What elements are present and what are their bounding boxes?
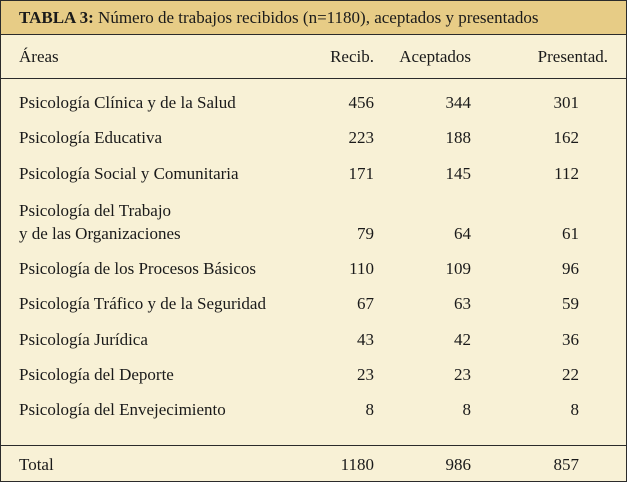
table-title-bar bbox=[1, 1, 626, 35]
row-presentad: 301 bbox=[553, 93, 579, 112]
row-aceptados: 188 bbox=[445, 128, 471, 147]
row-area: Psicología Social y Comunitaria bbox=[19, 164, 239, 183]
table-title bbox=[19, 8, 538, 28]
row-aceptados: 145 bbox=[445, 164, 471, 183]
row-area: Psicología del Deporte bbox=[19, 365, 174, 384]
row-aceptados: 109 bbox=[445, 259, 471, 278]
row-area: Psicología Jurídica bbox=[19, 330, 148, 349]
header-aceptados: Aceptados bbox=[399, 47, 471, 66]
row-area-line1: Psicología del Trabajo bbox=[19, 201, 172, 220]
row-presentad: 59 bbox=[562, 294, 579, 313]
row-recib: 8 bbox=[365, 400, 374, 419]
row-presentad: 36 bbox=[562, 330, 579, 349]
row-area: Psicología del Envejecimiento bbox=[19, 400, 226, 419]
row-recib: 456 bbox=[348, 93, 374, 112]
total-presentad: 857 bbox=[553, 455, 579, 474]
row-area: Psicología de los Procesos Básicos bbox=[19, 259, 257, 278]
total-label: Total bbox=[19, 455, 54, 474]
header-recib: Recib. bbox=[330, 47, 374, 66]
total-recib: 1180 bbox=[340, 455, 374, 474]
row-presentad: 22 bbox=[562, 365, 579, 384]
table-title-label: TABLA 3: bbox=[19, 8, 94, 27]
total-divider bbox=[1, 445, 626, 446]
row-recib: 67 bbox=[357, 294, 374, 313]
row-aceptados: 344 bbox=[445, 93, 471, 112]
row-aceptados: 42 bbox=[454, 330, 471, 349]
row-aceptados: 8 bbox=[462, 400, 471, 419]
row-recib: 223 bbox=[348, 128, 374, 147]
row-area: Psicología Clínica y de la Salud bbox=[19, 93, 236, 112]
row-area-line2: y de las Organizaciones bbox=[19, 224, 181, 243]
row-aceptados: 64 bbox=[454, 224, 471, 243]
row-aceptados: 63 bbox=[454, 294, 471, 313]
row-presentad: 96 bbox=[562, 259, 579, 278]
row-presentad: 8 bbox=[570, 400, 579, 419]
row-presentad: 162 bbox=[553, 128, 579, 147]
header-divider bbox=[1, 78, 626, 79]
row-recib: 110 bbox=[349, 259, 374, 278]
table-title-text: Número de trabajos recibidos (n=1180), aceptados y presentados bbox=[98, 8, 539, 27]
row-recib: 171 bbox=[348, 164, 374, 183]
row-presentad: 112 bbox=[554, 164, 579, 183]
row-aceptados: 23 bbox=[454, 365, 471, 384]
row-presentad: 61 bbox=[562, 224, 579, 243]
row-recib: 23 bbox=[357, 365, 374, 384]
header-areas: Áreas bbox=[19, 47, 59, 66]
header-presentad: Presentad. bbox=[537, 47, 608, 66]
row-area: Psicología Educativa bbox=[19, 128, 163, 147]
row-recib: 79 bbox=[357, 224, 374, 243]
row-area: Psicología Tráfico y de la Seguridad bbox=[19, 294, 266, 313]
row-recib: 43 bbox=[357, 330, 374, 349]
total-aceptados: 986 bbox=[445, 455, 471, 474]
